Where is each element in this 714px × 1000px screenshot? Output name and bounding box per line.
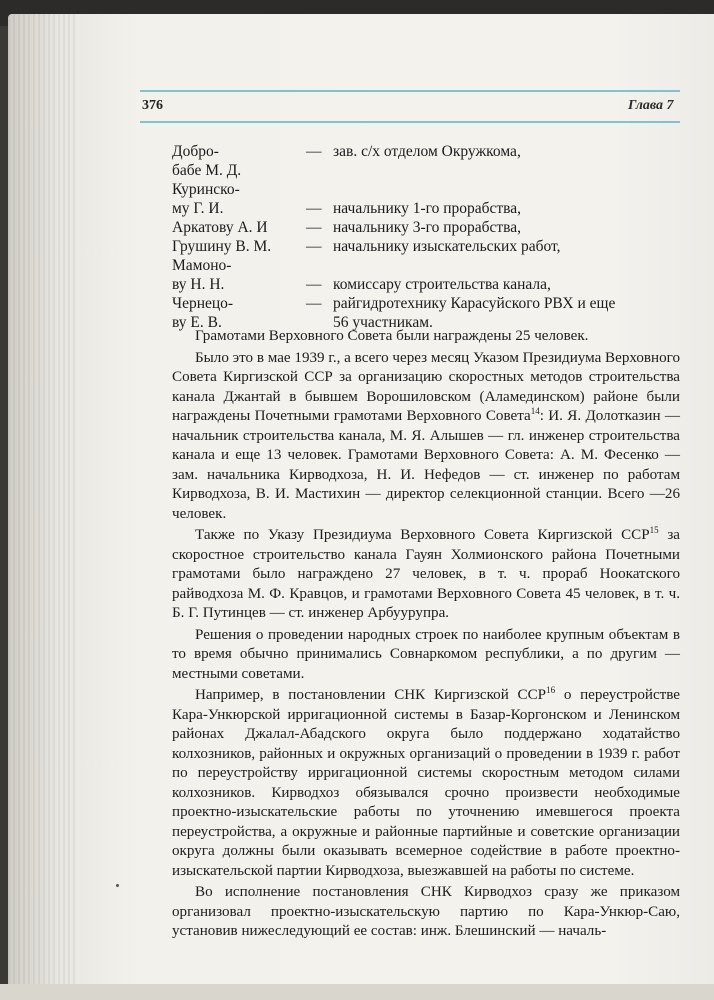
paragraph-text: Было это в мае 1939 г., а всего через месяц Указом Президиума Верховного Совета Киргизской ССР за организацию скоростных методов строительства канала Джантай в бывшем Ворошиловском (Аламединском) районе были награждены Почетными грамотами Верховного Совета — [172, 349, 680, 424]
award-position: начальнику 1-го прорабства, — [333, 200, 522, 217]
award-dash: — — [306, 295, 322, 312]
paragraph — [172, 327, 680, 347]
award-position: райгидротехнику Карасуйского РВХ и еще — [333, 295, 616, 312]
award-dash: — — [306, 276, 322, 293]
award-position: комиссару строительства канала, — [333, 276, 551, 293]
paragraph-text: : И. Я. Долотказин — начальник строительства канала, М. Я. Алышев — гл. инженер строительства канала и еще 13 человек. Грамотами Верховного Совета: А. М. Фесенко — зам. начальника Кирводхоза, Н. И. Нефедов — ст. инженер по работам Кирводхоза, В. И. Мастихин — директор селекционной станции. Всего —26 человек. — [172, 408, 680, 522]
footnote-marker: 15 — [649, 524, 659, 535]
award-name: бабе М. Д. — [172, 162, 242, 179]
paragraph-text: Грамотами Верховного Совета были награждены 25 человек. — [195, 328, 589, 344]
page-number: 376 — [142, 98, 163, 113]
paragraph — [172, 626, 680, 685]
award-position: 56 участникам. — [333, 314, 433, 331]
paragraph-text: о переустройстве Кара-Ункюрской ирригационной системы в Базар-Коргонском и Ленинском районах Джалал-Абадского округа было поддержано ходатайство колхозников, районных и окружных организаций о проведении в 1939 г. работ по переустройству ирригационной системы скоростным методом силами колхозников. Кирводхоз обязывался срочно произвести необходимые проектно-изыскательские работы по уточнению имевшегося проекта переустройства, а окружные и районные партийные и советские организации округа должны были оказывать всемерное содействие в работе проектно-изыскательской партии Кирводхоза, выезжавшей на работы по системе. — [172, 687, 680, 879]
scan-backdrop-bottom — [0, 984, 714, 1000]
award-position: зав. с/х отделом Окружкома, — [333, 143, 521, 160]
footnote-marker: 14 — [530, 405, 540, 416]
award-name: Чернецо- — [172, 295, 234, 312]
award-name: Мамоно- — [172, 257, 232, 274]
paragraph — [172, 686, 680, 881]
award-position: начальнику изыскательских работ, — [333, 238, 561, 255]
paragraph-text: Также по Указу Президиума Верховного Совета Киргизской ССР — [195, 527, 650, 543]
award-dash: — — [306, 238, 322, 255]
paragraph-text: за скоростное строительство канала Гауян Холмионского района Почетными грамотами было награждено 27 человек, в т. ч. прораб Ноокатского райводхоза М. Ф. Кравцов, и грамотами Верховного Совета 45 человек, в т. ч. Б. Г. Путинцев — ст. инженер Арбуурупра. — [172, 527, 680, 621]
body-text — [172, 327, 680, 944]
award-name: Грушину В. М. — [172, 238, 272, 255]
award-position: начальнику 3-го прорабства, — [333, 219, 522, 236]
paragraph — [172, 349, 680, 525]
header-rule-top — [140, 90, 680, 92]
award-name: ву Н. Н. — [172, 276, 225, 293]
header-rule-bottom — [140, 121, 680, 123]
award-dash: — — [306, 143, 322, 160]
award-name: му Г. И. — [172, 200, 224, 217]
award-name: Добро- — [172, 143, 219, 160]
paragraph — [172, 526, 680, 624]
award-dash: — — [306, 200, 322, 217]
paragraph-text: Во исполнение постановления СНК Кирводхоз сразу же приказом организовал проектно-изыскательскую партию по Кара-Ункюр-Саю, установив нижеследующий ее состав: инж. Блешинский — началь- — [172, 884, 680, 939]
paragraph-text: Например, в постановлении СНК Киргизской ССР — [195, 687, 547, 703]
award-name: Куринско- — [172, 181, 240, 198]
award-name: Аркатову А. И — [172, 219, 268, 236]
award-dash: — — [306, 219, 322, 236]
footnote-marker: 16 — [546, 684, 556, 695]
paragraph — [172, 883, 680, 942]
chapter-label: Глава 7 — [628, 98, 674, 113]
paragraph-text: Решения о проведении народных строек по наиболее крупным объектам в то время обычно принимались Совнаркомом республики, а по другим — местными советами. — [172, 626, 680, 682]
award-name: ву Е. В. — [172, 314, 222, 331]
scan-speck — [116, 884, 119, 887]
